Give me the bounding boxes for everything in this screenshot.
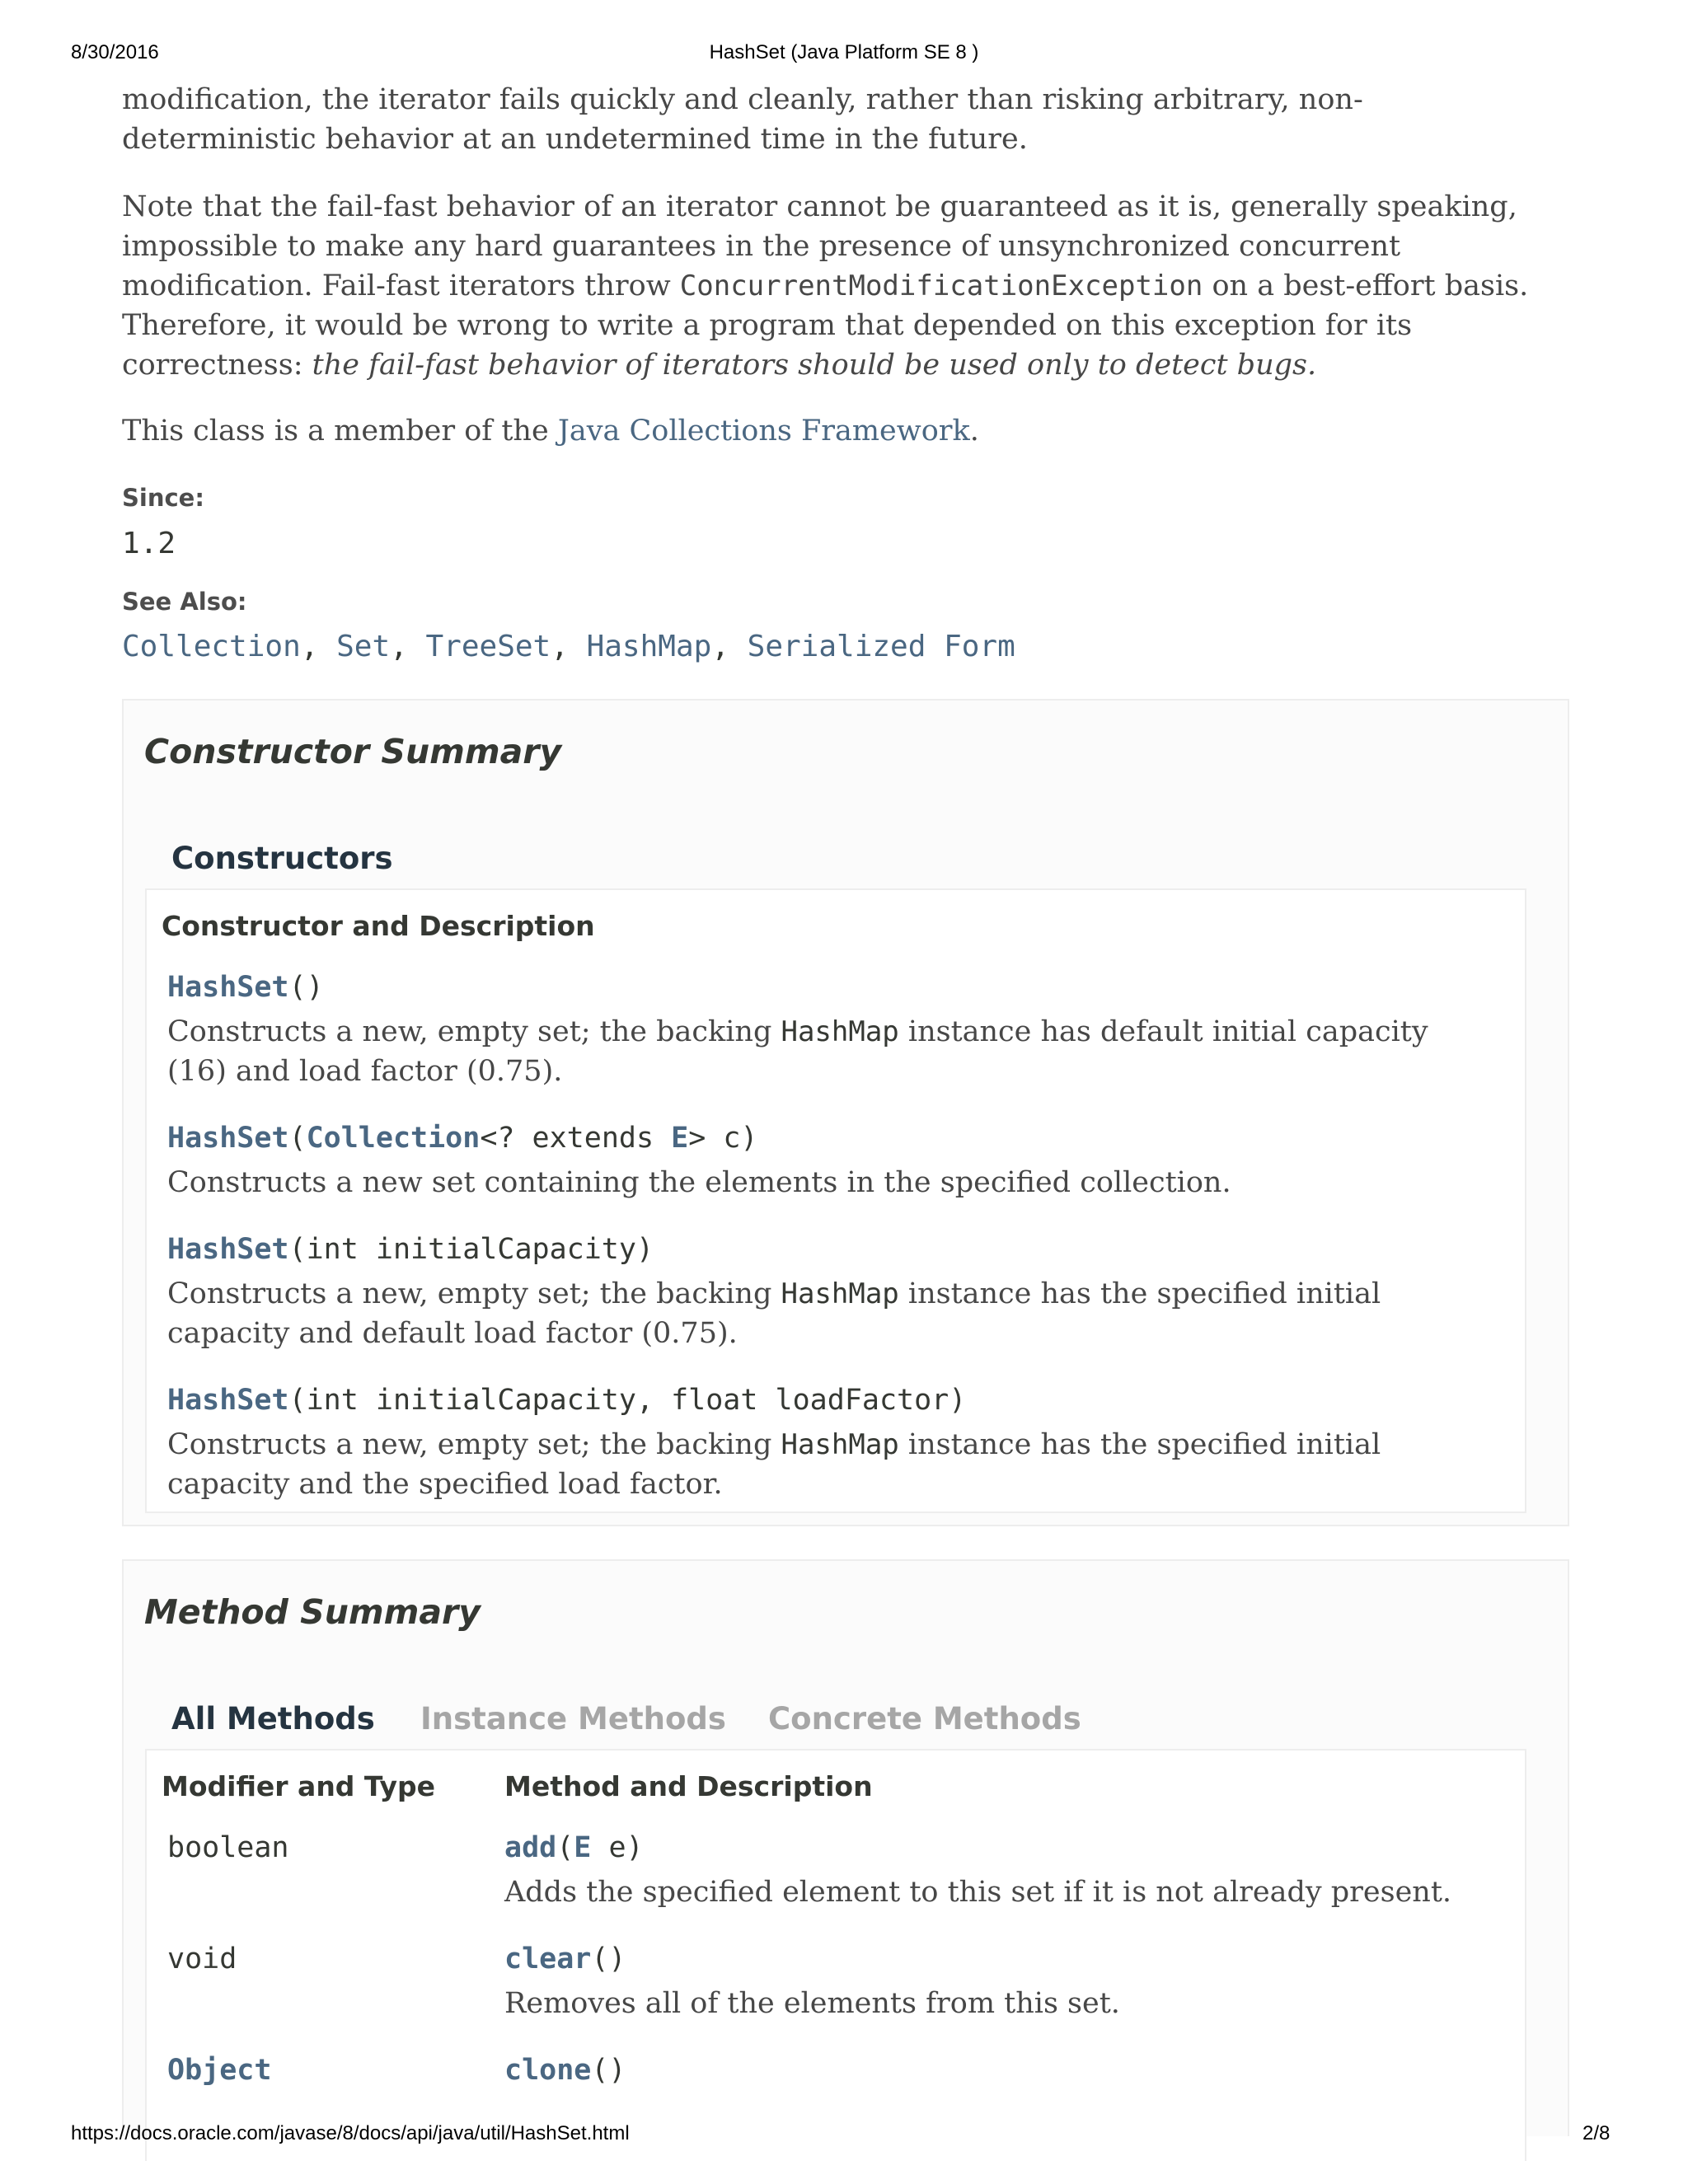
constructor-params: (int initialCapacity, float loadFactor) [288, 1384, 967, 1417]
constructor-description [167, 1163, 1470, 1202]
param-text: e) [591, 1831, 644, 1864]
tab-concrete-methods[interactable]: Concrete Methods [768, 1701, 1081, 1736]
tab-instance-methods[interactable]: Instance Methods [420, 1701, 726, 1736]
constructor-table [145, 888, 1526, 1513]
note-text: on a best-effort basis. Therefore, it would be wrong to write a program that depended on this exception for its correctness: [122, 269, 1529, 382]
hashmap-code: HashMap [781, 1277, 899, 1310]
method-link-clone[interactable]: clone [504, 2054, 592, 2087]
constructor-signature [167, 1384, 966, 1417]
see-also-links [122, 630, 1015, 663]
paragraph-line: deterministic behavior at an undetermined time in the future. [122, 123, 1028, 156]
constructor-summary-title: Constructor Summary [144, 732, 562, 771]
tab-constructors: Constructors [171, 841, 393, 876]
constructor-link[interactable]: HashSet [167, 1384, 289, 1417]
method-signature [504, 2054, 626, 2087]
constructor-description [167, 1012, 1470, 1091]
separator: , [551, 630, 587, 663]
note-emphasis: the fail-fast behavior of iterators should be used only to detect bugs. [312, 349, 1317, 382]
method-description: Adds the specified element to this set if it is not already present. [504, 1876, 1452, 1909]
constructor-link[interactable]: HashSet [167, 971, 289, 1004]
type-param-link[interactable]: E [574, 1831, 592, 1864]
fail-fast-note-paragraph [122, 187, 1556, 385]
method-summary-title: Method Summary [144, 1592, 481, 1632]
method-link-add[interactable]: add [504, 1831, 557, 1864]
method-return-type: boolean [167, 1831, 289, 1864]
page-number: 2/8 [1582, 2122, 1611, 2144]
membership-period: . [969, 415, 979, 448]
separator: , [300, 630, 337, 663]
method-description-header: Method and Description [504, 1770, 873, 1802]
print-url: https://docs.oracle.com/javase/8/docs/api/java/util/HashSet.html [71, 2122, 630, 2144]
since-label: Since: [122, 484, 204, 512]
membership-text: This class is a member of the [122, 415, 558, 448]
constructor-summary-section [122, 699, 1569, 1526]
print-date: 8/30/2016 [71, 41, 159, 63]
see-also-label: See Also: [122, 588, 247, 616]
hashmap-code: HashMap [781, 1428, 899, 1461]
object-type-link[interactable]: Object [167, 2054, 272, 2087]
note-text: Note that the fail-fast behavior of an iterator cannot be guaranteed as it is, generally speaking, impossible to make any hard guarantees in the presence of unsynchronized concurrent modification. Fail-fast iterators throw [122, 190, 1517, 302]
method-return-type: void [167, 1943, 237, 1975]
desc-text: instance has default initial capacity (16) and load factor (0.75). [167, 1015, 1428, 1088]
constructor-link[interactable]: HashSet [167, 1122, 289, 1155]
constructor-params: () [288, 971, 324, 1004]
desc-text: Constructs a new, empty set; the backing [167, 1015, 781, 1048]
fail-fast-paragraph-end [122, 80, 1556, 159]
separator: , [711, 630, 748, 663]
method-description: Removes all of the elements from this set. [504, 1987, 1120, 2020]
print-title: HashSet (Java Platform SE 8 ) [709, 41, 979, 63]
paren: ( [288, 1122, 307, 1155]
param-text: > c) [688, 1122, 758, 1155]
method-table [145, 1749, 1526, 2161]
constructor-params: (int initialCapacity) [288, 1233, 654, 1266]
collections-framework-link[interactable]: Java Collections Framework [557, 415, 970, 448]
constructor-description [167, 1274, 1404, 1353]
see-also-link-treeset[interactable]: TreeSet [425, 630, 551, 663]
method-summary-section [122, 1559, 1569, 2136]
membership-paragraph [122, 411, 1556, 451]
see-also-link-collection[interactable]: Collection [122, 630, 301, 663]
desc-text: Constructs a new, empty set; the backing [167, 1428, 781, 1461]
generic-text: <? extends [480, 1122, 672, 1155]
method-link-clear[interactable]: clear [504, 1943, 592, 1975]
constructor-signature [167, 1122, 757, 1155]
separator: , [390, 630, 426, 663]
paragraph-line: modification, the iterator fails quickly and cleanly, rather than risking arbitrary, non- [122, 83, 1363, 116]
constructor-signature [167, 971, 324, 1004]
method-signature [504, 1943, 626, 1975]
tab-all-methods[interactable]: All Methods [171, 1701, 375, 1736]
see-also-link-set[interactable]: Set [336, 630, 391, 663]
desc-text: instance has the specified initial capacity and default load factor (0.75). [167, 1277, 1381, 1350]
modifier-type-header: Modifier and Type [162, 1770, 436, 1802]
see-also-link-hashmap[interactable]: HashMap [586, 630, 712, 663]
type-param-link[interactable]: E [671, 1122, 689, 1155]
constructor-link[interactable]: HashSet [167, 1233, 289, 1266]
desc-text: Constructs a new, empty set; the backing [167, 1277, 781, 1310]
method-params: () [591, 1943, 626, 1975]
desc-text: Constructs a new set containing the elements in the specified collection. [167, 1166, 1231, 1199]
collection-type-link[interactable]: Collection [306, 1122, 481, 1155]
paren: ( [556, 1831, 574, 1864]
constructor-description [167, 1425, 1404, 1504]
method-signature [504, 1831, 644, 1864]
method-params: () [591, 2054, 626, 2087]
constructor-signature [167, 1233, 654, 1266]
since-value: 1.2 [122, 527, 176, 560]
desc-text: instance has the specified initial capacity and the specified load factor. [167, 1428, 1381, 1501]
see-also-link-serialized-form[interactable]: Serialized Form [747, 630, 1015, 663]
exception-name: ConcurrentModificationException [679, 269, 1203, 302]
constructor-column-header: Constructor and Description [162, 910, 595, 942]
hashmap-code: HashMap [781, 1015, 899, 1048]
